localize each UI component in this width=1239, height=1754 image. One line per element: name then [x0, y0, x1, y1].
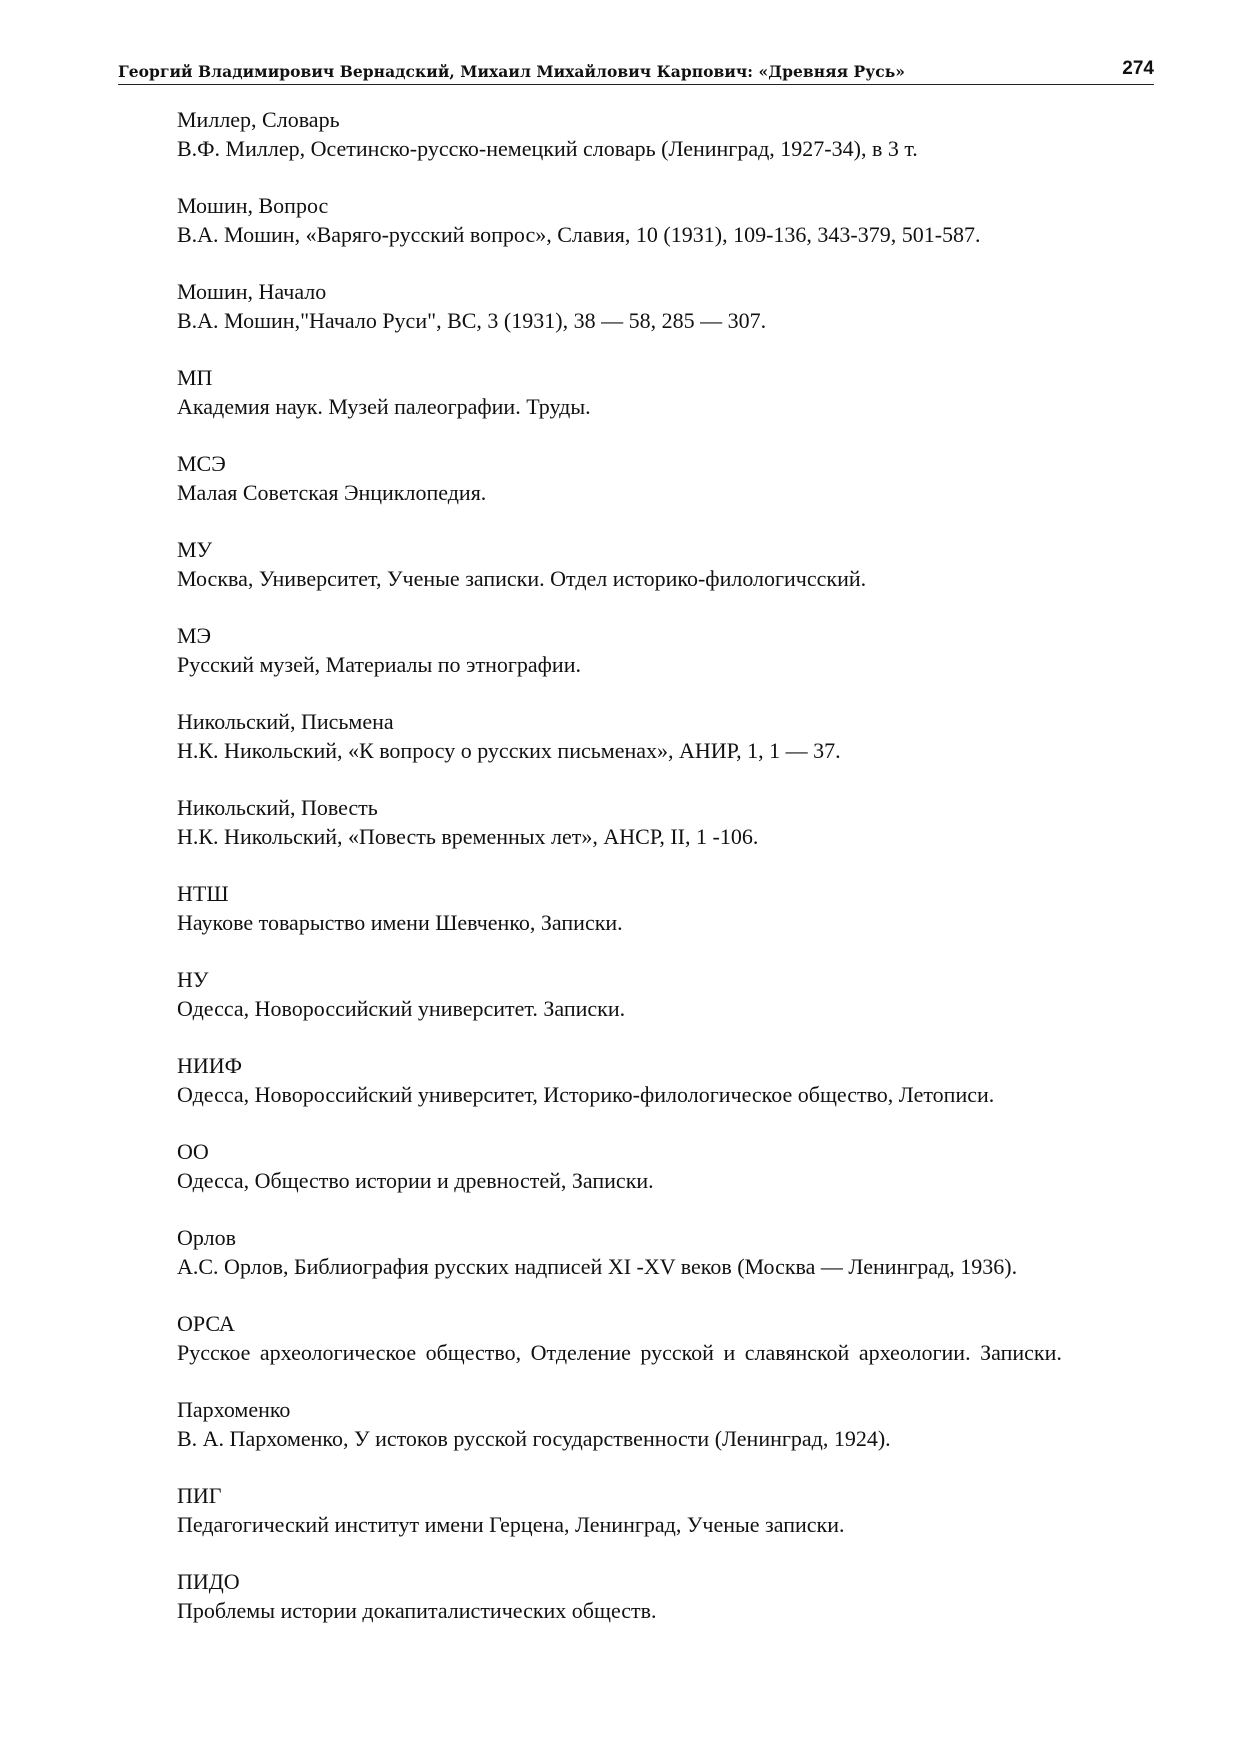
page-number: 274 [1122, 58, 1154, 79]
abbreviation-description: Малая Советская Энциклопедия. [177, 479, 487, 505]
list-item [118, 1138, 1151, 1195]
abbreviation: НУ [177, 967, 209, 992]
abbreviation-description: Одесса, Общество истории и древностей, Записки. [177, 1167, 654, 1193]
list-item [118, 106, 1151, 163]
abbreviation-description: Одесса, Новороссийский университет, Историко-филологическое общество, Летописи. [177, 1081, 995, 1107]
abbreviation-description: Н.К. Никольский, «Повесть временных лет», АНСР, II, 1 -106. [177, 823, 759, 849]
abbreviation: НТШ [177, 881, 229, 906]
list-item [118, 1310, 1151, 1367]
abbreviation: МЭ [177, 623, 212, 648]
list-item [118, 622, 1151, 679]
abbreviation: МУ [177, 537, 213, 562]
abbreviation-description: А.С. Орлов, Библиография русских надписей XI -XV веков (Москва — Ленинград, 1936). [177, 1253, 1018, 1279]
abbreviation-description: Проблемы истории докапиталистических обществ. [177, 1597, 657, 1623]
list-item [118, 1482, 1151, 1539]
abbreviation: Миллер, Словарь [177, 107, 340, 132]
abbreviation-description: Н.К. Никольский, «К вопросу о русских письменах», АНИР, 1, 1 — 37. [177, 737, 841, 763]
list-item [118, 794, 1151, 851]
abbreviation: Никольский, Повесть [177, 795, 378, 820]
list-item [118, 1396, 1151, 1453]
abbreviation: МП [177, 365, 213, 390]
list-item [118, 536, 1151, 593]
list-item [118, 966, 1151, 1023]
page-header [118, 54, 1154, 85]
abbreviation: ПИГ [177, 1483, 222, 1508]
abbreviation-description: Педагогический институт имени Герцена, Ленинград, Ученые записки. [177, 1511, 845, 1537]
abbreviation-description: В.А. Мошин,"Начало Руси", ВС, 3 (1931), 38 — 58, 285 — 307. [177, 307, 767, 333]
list-item [118, 192, 1151, 249]
list-item [118, 1568, 1151, 1625]
abbreviation: Мошин, Начало [177, 279, 327, 304]
abbreviation: Пархоменко [177, 1397, 291, 1422]
abbreviation-description: Одесса, Новороссийский университет. Записки. [177, 995, 626, 1021]
abbreviation-description: Русский музей, Материалы по этнографии. [177, 651, 581, 677]
abbreviation-list [118, 106, 1151, 1654]
abbreviation: НИИФ [177, 1053, 243, 1078]
abbreviation: Орлов [177, 1225, 236, 1250]
abbreviation-description: Наукове товарыство имени Шевченко, Записки. [177, 909, 623, 935]
abbreviation: ОРСА [177, 1311, 235, 1336]
abbreviation: ПИДО [177, 1569, 240, 1594]
abbreviation-description: Москва, Университет, Ученые записки. Отдел историко-филологичсский. [177, 565, 867, 591]
abbreviation: МСЭ [177, 451, 226, 476]
list-item [118, 880, 1151, 937]
abbreviation-description: Академия наук. Музей палеографии. Труды. [177, 393, 591, 419]
abbreviation-description: В.Ф. Миллер, Осетинско-русско-немецкий словарь (Ленинград, 1927-34), в 3 т. [177, 135, 918, 161]
list-item [118, 450, 1151, 507]
abbreviation-description: В. А. Пархоменко, У истоков русской государственности (Ленинград, 1924). [177, 1425, 891, 1451]
list-item [118, 1224, 1151, 1281]
list-item [118, 278, 1151, 335]
abbreviation-description: В.А. Мошин, «Варяго-русский вопрос», Славия, 10 (1931), 109-136, 343-379, 501-587. [177, 221, 981, 247]
abbreviation: Никольский, Письмена [177, 709, 394, 734]
book-title: Георгий Владимирович Вернадский, Михаил Михайлович Карпович: «Древняя Русь» [118, 62, 906, 81]
abbreviation: ОО [177, 1139, 209, 1164]
list-item [118, 364, 1151, 421]
abbreviation: Мошин, Вопрос [177, 193, 329, 218]
list-item [118, 708, 1151, 765]
list-item [118, 1052, 1151, 1109]
abbreviation-description: Русское археологическое общество, Отделение русской и славянской археологии. Записки. [177, 1339, 1062, 1365]
